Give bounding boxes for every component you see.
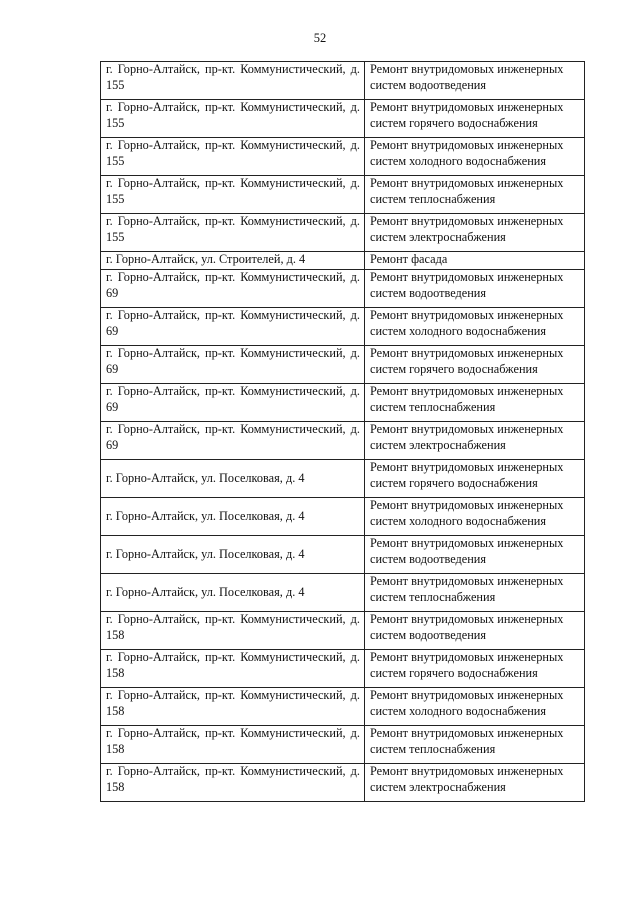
work-type-cell: Ремонт внутридомовых инженерных систем водоотведения bbox=[365, 536, 585, 574]
address-cell: г. Горно-Алтайск, ул. Строителей, д. 4 bbox=[101, 252, 365, 270]
address-cell: г. Горно-Алтайск, пр-кт. Коммунистический, д. 155 bbox=[101, 62, 365, 100]
work-type-cell: Ремонт внутридомовых инженерных систем водоотведения bbox=[365, 270, 585, 308]
address-cell: г. Горно-Алтайск, пр-кт. Коммунистический, д. 69 bbox=[101, 308, 365, 346]
work-type-cell: Ремонт внутридомовых инженерных систем холодного водоснабжения bbox=[365, 308, 585, 346]
table-row bbox=[101, 650, 585, 688]
address-cell: г. Горно-Алтайск, пр-кт. Коммунистический, д. 155 bbox=[101, 214, 365, 252]
repair-works-table bbox=[100, 61, 585, 802]
page-number: 52 bbox=[313, 31, 327, 45]
table-row bbox=[101, 176, 585, 214]
address-cell: г. Горно-Алтайск, пр-кт. Коммунистический, д. 158 bbox=[101, 612, 365, 650]
table-row bbox=[101, 498, 585, 536]
address-cell: г. Горно-Алтайск, пр-кт. Коммунистический, д. 155 bbox=[101, 100, 365, 138]
address-cell: г. Горно-Алтайск, пр-кт. Коммунистический, д. 158 bbox=[101, 650, 365, 688]
address-cell: г. Горно-Алтайск, ул. Поселковая, д. 4 bbox=[101, 498, 365, 536]
work-type-cell: Ремонт внутридомовых инженерных систем электроснабжения bbox=[365, 422, 585, 460]
table-row bbox=[101, 612, 585, 650]
table-row bbox=[101, 214, 585, 252]
address-cell: г. Горно-Алтайск, пр-кт. Коммунистический, д. 158 bbox=[101, 764, 365, 802]
table-row bbox=[101, 138, 585, 176]
address-cell: г. Горно-Алтайск, пр-кт. Коммунистический, д. 158 bbox=[101, 726, 365, 764]
work-type-cell: Ремонт внутридомовых инженерных систем электроснабжения bbox=[365, 764, 585, 802]
address-cell: г. Горно-Алтайск, пр-кт. Коммунистический, д. 69 bbox=[101, 422, 365, 460]
work-type-cell: Ремонт внутридомовых инженерных систем водоотведения bbox=[365, 612, 585, 650]
work-type-cell: Ремонт внутридомовых инженерных систем теплоснабжения bbox=[365, 574, 585, 612]
work-type-cell: Ремонт внутридомовых инженерных систем холодного водоснабжения bbox=[365, 498, 585, 536]
work-type-cell: Ремонт внутридомовых инженерных систем холодного водоснабжения bbox=[365, 688, 585, 726]
table-row bbox=[101, 252, 585, 270]
address-cell: г. Горно-Алтайск, пр-кт. Коммунистический, д. 155 bbox=[101, 176, 365, 214]
table-row bbox=[101, 688, 585, 726]
table-row bbox=[101, 422, 585, 460]
address-cell: г. Горно-Алтайск, пр-кт. Коммунистический, д. 158 bbox=[101, 688, 365, 726]
address-cell: г. Горно-Алтайск, пр-кт. Коммунистический, д. 155 bbox=[101, 138, 365, 176]
address-cell: г. Горно-Алтайск, ул. Поселковая, д. 4 bbox=[101, 460, 365, 498]
table-row bbox=[101, 100, 585, 138]
work-type-cell: Ремонт внутридомовых инженерных систем теплоснабжения bbox=[365, 384, 585, 422]
work-type-cell: Ремонт внутридомовых инженерных систем теплоснабжения bbox=[365, 726, 585, 764]
address-cell: г. Горно-Алтайск, ул. Поселковая, д. 4 bbox=[101, 536, 365, 574]
table-row bbox=[101, 726, 585, 764]
address-cell: г. Горно-Алтайск, пр-кт. Коммунистический, д. 69 bbox=[101, 384, 365, 422]
table-row bbox=[101, 384, 585, 422]
work-type-cell: Ремонт внутридомовых инженерных систем холодного водоснабжения bbox=[365, 138, 585, 176]
work-type-cell: Ремонт внутридомовых инженерных систем горячего водоснабжения bbox=[365, 460, 585, 498]
work-type-cell: Ремонт внутридомовых инженерных систем горячего водоснабжения bbox=[365, 346, 585, 384]
work-type-cell: Ремонт внутридомовых инженерных систем электроснабжения bbox=[365, 214, 585, 252]
table-row bbox=[101, 62, 585, 100]
work-type-cell: Ремонт фасада bbox=[365, 252, 585, 270]
work-type-cell: Ремонт внутридомовых инженерных систем водоотведения bbox=[365, 62, 585, 100]
table-row bbox=[101, 764, 585, 802]
address-cell: г. Горно-Алтайск, ул. Поселковая, д. 4 bbox=[101, 574, 365, 612]
table-row bbox=[101, 536, 585, 574]
work-type-cell: Ремонт внутридомовых инженерных систем теплоснабжения bbox=[365, 176, 585, 214]
table-row bbox=[101, 346, 585, 384]
table-row bbox=[101, 460, 585, 498]
work-type-cell: Ремонт внутридомовых инженерных систем горячего водоснабжения bbox=[365, 100, 585, 138]
address-cell: г. Горно-Алтайск, пр-кт. Коммунистический, д. 69 bbox=[101, 346, 365, 384]
address-cell: г. Горно-Алтайск, пр-кт. Коммунистический, д. 69 bbox=[101, 270, 365, 308]
table-row bbox=[101, 270, 585, 308]
work-type-cell: Ремонт внутридомовых инженерных систем горячего водоснабжения bbox=[365, 650, 585, 688]
table-row bbox=[101, 308, 585, 346]
table-row bbox=[101, 574, 585, 612]
